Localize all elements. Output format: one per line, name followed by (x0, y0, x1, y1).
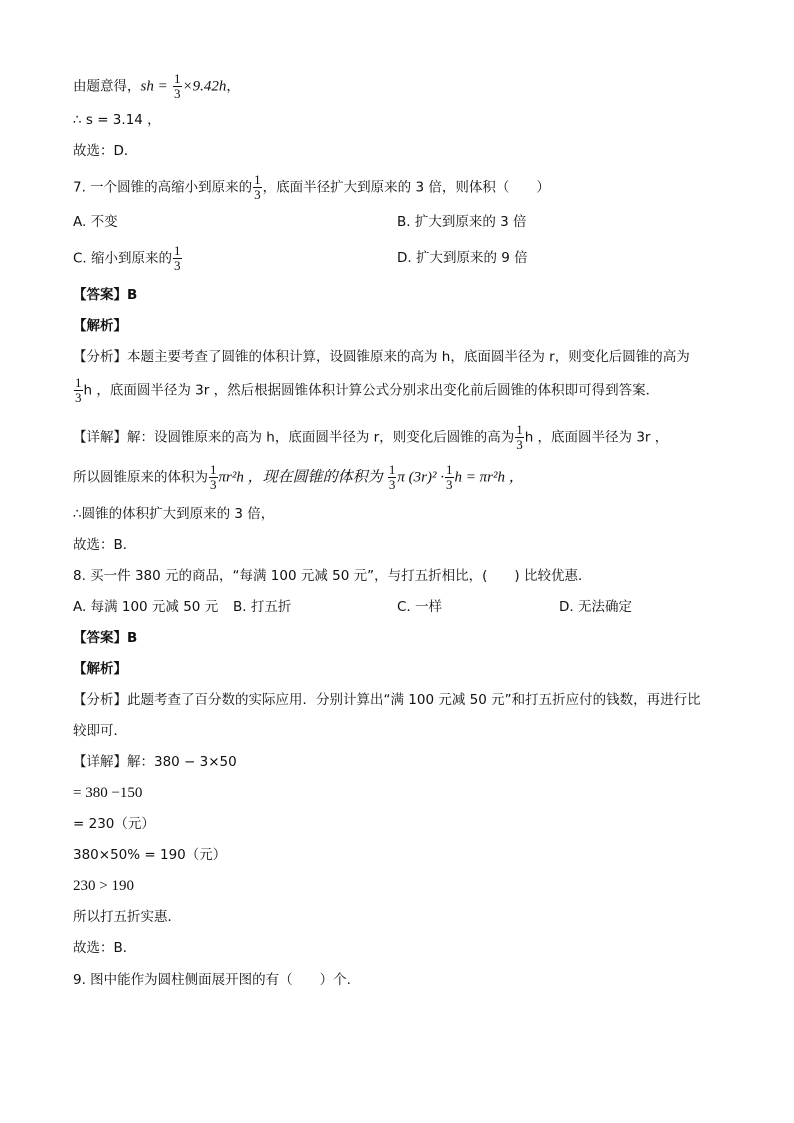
numerator: 1 (254, 172, 261, 187)
fraction (515, 423, 524, 452)
analysis-label: 【解析】 (73, 318, 127, 334)
question-9: 9. 图中能作为圆柱侧面展开图的有（ ）个. (73, 972, 351, 988)
math: π (3r)² · (397, 469, 444, 486)
text: 由题意得， (73, 78, 141, 95)
fraction (253, 173, 262, 202)
detail-text: 【详解】解：380 − 3×50 (73, 754, 237, 770)
numerator: 1 (516, 422, 523, 437)
option-c (73, 244, 183, 273)
text: ， (226, 78, 240, 95)
answer-label: 【答案】B (73, 287, 138, 303)
detail-text (73, 423, 668, 452)
option-b: B. 扩大到原来的 3 倍 (397, 214, 527, 230)
calc-step: 230 > 190 (73, 878, 134, 894)
fraction (173, 244, 182, 273)
math: ×9.42h (182, 78, 227, 95)
option-b: B. 打五折 (233, 599, 292, 615)
text-line: 故选：D． (73, 143, 138, 159)
fraction (173, 72, 182, 101)
analysis-text: 【分析】本题主要考查了圆锥的体积计算，设圆锥原来的高为 h，底面圆半径为 r，则变化后圆锥的高为 (73, 349, 690, 365)
text-line: ∴圆锥的体积扩大到原来的 3 倍， (73, 506, 275, 522)
calc-step: 380×50% = 190（元） (73, 847, 227, 863)
text: 所以圆锥原来的体积为 (73, 469, 208, 486)
analysis-text: 【分析】此题考查了百分数的实际应用．分别计算出“满 100 元减 50 元”和打五折应付的钱数，再进行比 (73, 692, 701, 708)
denominator: 3 (210, 477, 217, 492)
text-line (73, 72, 240, 101)
detail-text-2 (73, 463, 524, 492)
text-line: 所以打五折实惠． (73, 909, 181, 925)
fraction (388, 463, 397, 492)
text-line: 故选：B． (73, 940, 137, 956)
fraction (209, 463, 218, 492)
option-d: D. 无法确定 (559, 599, 632, 615)
text: 【详解】解：设圆锥原来的高为 h，底面圆半径为 r，则变化后圆锥的高为 (73, 429, 515, 446)
analysis-label: 【解析】 (73, 661, 127, 677)
option-d: D. 扩大到原来的 9 倍 (397, 250, 528, 266)
text: 7. 一个圆锥的高缩小到原来的 (73, 179, 253, 196)
calc-step: = 230（元） (73, 816, 155, 832)
denominator: 3 (174, 86, 181, 101)
text-line: 故选：B． (73, 537, 137, 553)
math: πr²h ，现在圆锥的体积为 (218, 469, 383, 486)
text: ，底面半径扩大到原来的 3 倍，则体积（ ） (262, 179, 550, 196)
text: h ，底面圆半径为 3r ， (524, 429, 669, 446)
text: C. 缩小到原来的 (73, 250, 173, 267)
fraction (445, 463, 454, 492)
question-8: 8. 买一件 380 元的商品，“每满 100 元减 50 元”，与打五折相比，( ) 比较优惠． (73, 568, 592, 584)
denominator: 3 (516, 437, 523, 452)
option-a: A. 不变 (73, 214, 118, 230)
answer-label: 【答案】B (73, 630, 138, 646)
text: h ，底面圆半径为 3r ，然后根据圆锥体积计算公式分别求出变化前后圆锥的体积即可得到答案． (83, 382, 660, 399)
analysis-text-2: 较即可． (73, 723, 127, 739)
math: h = πr²h ， (454, 469, 524, 486)
denominator: 3 (75, 390, 82, 405)
denominator: 3 (174, 258, 181, 273)
option-c: C. 一样 (397, 599, 443, 615)
denominator: 3 (388, 477, 396, 492)
text-line: ∴ s = 3.14 ， (73, 112, 161, 128)
numerator: 1 (75, 375, 82, 390)
calc-step: = 380 −150 (73, 785, 143, 801)
numerator: 1 (174, 243, 181, 258)
option-a: A. 每满 100 元减 50 元 (73, 599, 219, 615)
question-7 (73, 173, 550, 202)
denominator: 3 (254, 187, 261, 202)
numerator: 1 (388, 462, 396, 477)
numerator: 1 (174, 71, 181, 86)
denominator: 3 (446, 477, 453, 492)
numerator: 1 (446, 462, 453, 477)
numerator: 1 (210, 462, 217, 477)
analysis-text-2 (73, 376, 659, 405)
fraction (74, 376, 83, 405)
math: sh = (140, 78, 168, 95)
